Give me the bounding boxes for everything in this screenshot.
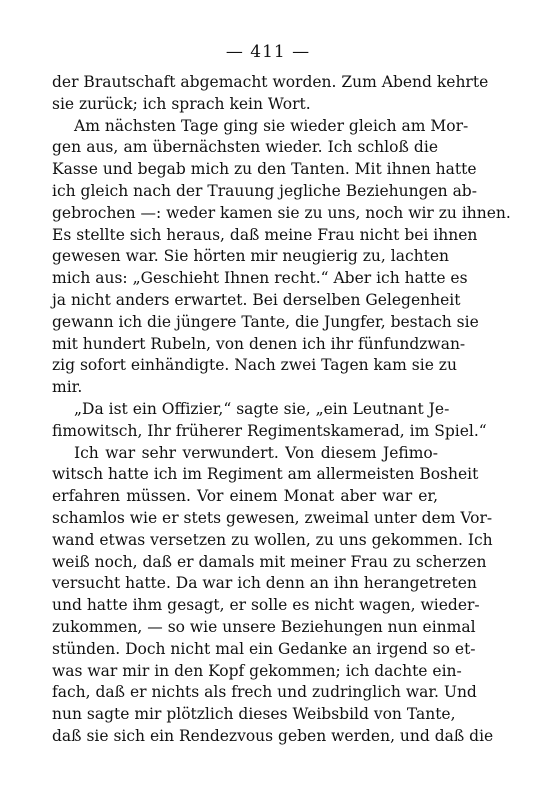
text-line: gewann ich die jüngere Tante, die Jungfer, bestach sie <box>52 312 479 331</box>
text-line: mich aus: „Geschieht Ihnen recht.“ Aber ich hatte es <box>52 269 468 288</box>
text-line: ich gleich nach der Trauung jegliche Beziehungen ab- <box>52 181 477 200</box>
text-line: weiß noch, daß er damals mit meiner Frau zu scherzen <box>52 552 487 571</box>
text-line: mir. <box>52 378 83 397</box>
text-line: was war mir in den Kopf gekommen; ich dachte ein- <box>52 661 462 680</box>
text-line: gebrochen —: weder kamen sie zu uns, noch wir zu ihnen. <box>52 203 511 222</box>
text-line: stünden. Doch nicht mal ein Gedanke an irgend so et- <box>52 639 476 658</box>
text-line: zukommen, — so wie unsere Beziehungen nun einmal <box>52 617 476 636</box>
text-line: versucht hatte. Da war ich denn an ihn herangetreten <box>52 574 477 593</box>
text-line: wand etwas versetzen zu wollen, zu uns gekommen. Ich <box>52 530 493 549</box>
text-line: mit hundert Rubeln, von denen ich ihr fünfundzwan- <box>52 334 466 353</box>
text-line: erfahren müssen. Vor einem Monat aber war er, <box>52 487 438 506</box>
page-number: — 411 — <box>225 42 311 62</box>
text-line: ja nicht anders erwartet. Bei derselben Gelegenheit <box>52 290 461 309</box>
text-line: sie zurück; ich sprach kein Wort. <box>52 94 311 113</box>
text-line: und hatte ihm gesagt, er solle es nicht wagen, wieder- <box>52 596 480 615</box>
text-line: fach, daß er nichts als frech und zudringlich war. Und <box>52 683 477 702</box>
text-line: gen aus, am übernächsten wieder. Ich schloß die <box>52 138 438 157</box>
text-line: daß sie sich ein Rendezvous geben werden, und daß die <box>52 726 494 745</box>
text-line: zig sofort einhändigte. Nach zwei Tagen kam sie zu <box>52 356 457 375</box>
text-line: Ich war sehr verwundert. Von diesem Jefimo- <box>74 443 438 462</box>
body-text <box>52 72 511 748</box>
text-line: fimowitsch, Ihr früherer Regimentskamerad, im Spiel.“ <box>52 421 487 440</box>
text-line: Es stellte sich heraus, daß meine Frau nicht bei ihnen <box>52 225 478 244</box>
text-line: Kasse und begab mich zu den Tanten. Mit ihnen hatte <box>52 160 477 179</box>
text-line: „Da ist ein Offizier,“ sagte sie, „ein Leutnant Je- <box>74 399 450 418</box>
text-line: nun sagte mir plötzlich dieses Weibsbild von Tante, <box>52 705 456 724</box>
text-line: schamlos wie er stets gewesen, zweimal unter dem Vor- <box>52 508 493 527</box>
text-line: gewesen war. Sie hörten mir neugierig zu, lachten <box>52 247 449 266</box>
text-line: Am nächsten Tage ging sie wieder gleich am Mor- <box>74 116 469 135</box>
text-line: der Brautschaft abgemacht worden. Zum Abend kehrte <box>52 73 489 91</box>
text-line: witsch hatte ich im Regiment am allermeisten Bosheit <box>52 465 479 484</box>
